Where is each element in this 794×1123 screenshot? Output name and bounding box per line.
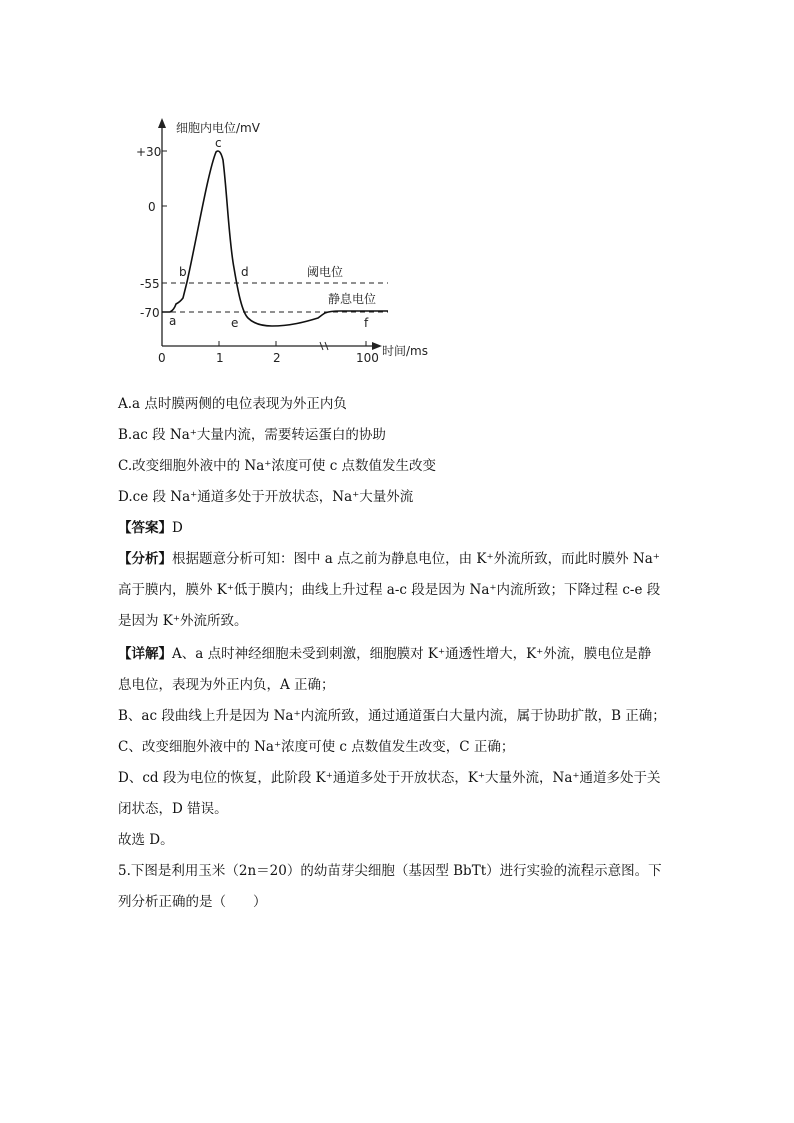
action-potential-figure [130, 112, 450, 376]
x-tick-label: 0 [158, 351, 166, 365]
detail-text: A、a 点时神经细胞未受到刺激，细胞膜对 K⁺通透性增大，K⁺外流，膜电位是静 [172, 646, 652, 662]
analysis-text: 根据题意分析可知：图中 a 点之前为静息电位，由 K⁺外流所致，而此时膜外 Na⁺ [172, 551, 660, 567]
analysis-line-3: 是因为 K⁺外流所致。 [118, 613, 248, 629]
detail-line-1 [118, 644, 651, 664]
analysis-label: 【分析】 [118, 551, 172, 567]
x-axis-arrow-icon [372, 342, 382, 350]
y-tick-label: +30 [136, 145, 162, 159]
next-question-line-1: 5.下图是利用玉米（2n＝20）的幼苗芽尖细胞（基因型 BbTt）进行实验的流程示意图。下 [118, 863, 662, 879]
conclusion: 故选 D。 [118, 832, 174, 848]
point-label-f: f [364, 316, 369, 330]
detail-line-2: 息电位，表现为外正内负，A 正确； [118, 677, 335, 693]
y-tick-label: -55 [140, 277, 160, 291]
x-tick-label: 1 [216, 351, 224, 365]
y-axis-arrow-icon [158, 118, 166, 128]
point-label-d: d [241, 265, 249, 279]
y-axis-label: 细胞内电位/mV [176, 121, 260, 135]
point-label-e: e [231, 316, 239, 330]
detail-label: 【详解】 [118, 646, 172, 662]
answer-value: D [172, 520, 183, 536]
option-b: B.ac 段 Na⁺大量内流，需要转运蛋白的协助 [118, 427, 386, 443]
action-potential-graph [130, 112, 450, 372]
detail-line-6: 闭状态，D 错误。 [118, 801, 228, 817]
option-c: C.改变细胞外液中的 Na⁺浓度可使 c 点数值发生改变 [118, 458, 437, 474]
option-a: A.a 点时膜两侧的电位表现为外正内负 [118, 396, 347, 412]
point-label-b: b [179, 265, 187, 279]
next-question-line-2: 列分析正确的是（ ） [118, 894, 267, 910]
y-tick-label: -70 [140, 306, 160, 320]
x-tick-label: 2 [273, 351, 281, 365]
answer-label: 【答案】 [118, 520, 172, 536]
point-label-c: c [215, 136, 222, 150]
point-label-a: a [169, 314, 177, 328]
resting-label: 静息电位 [328, 292, 377, 306]
detail-line-4: C、改变细胞外液中的 Na⁺浓度可使 c 点数值发生改变，C 正确； [118, 739, 515, 755]
answer-line [118, 518, 183, 538]
option-d: D.ce 段 Na⁺通道多处于开放状态，Na⁺大量外流 [118, 489, 414, 505]
detail-line-3: B、ac 段曲线上升是因为 Na⁺内流所致，通过通道蛋白大量内流，属于协助扩散，B 正确； [118, 708, 666, 724]
analysis-line-1 [118, 549, 660, 569]
analysis-line-2: 高于膜内，膜外 K⁺低于膜内；曲线上升过程 a-c 段是因为 Na⁺内流所致；下降过程 c-e 段 [118, 582, 661, 598]
x-tick-label: 100 [356, 351, 379, 365]
y-tick-label: 0 [148, 200, 156, 214]
x-axis-label: 时间/ms [382, 344, 428, 358]
threshold-label: 阈电位 [307, 265, 344, 279]
detail-line-5: D、cd 段为电位的恢复，此阶段 K⁺通道多处于开放状态，K⁺大量外流，Na⁺通道多处于关 [118, 770, 661, 786]
